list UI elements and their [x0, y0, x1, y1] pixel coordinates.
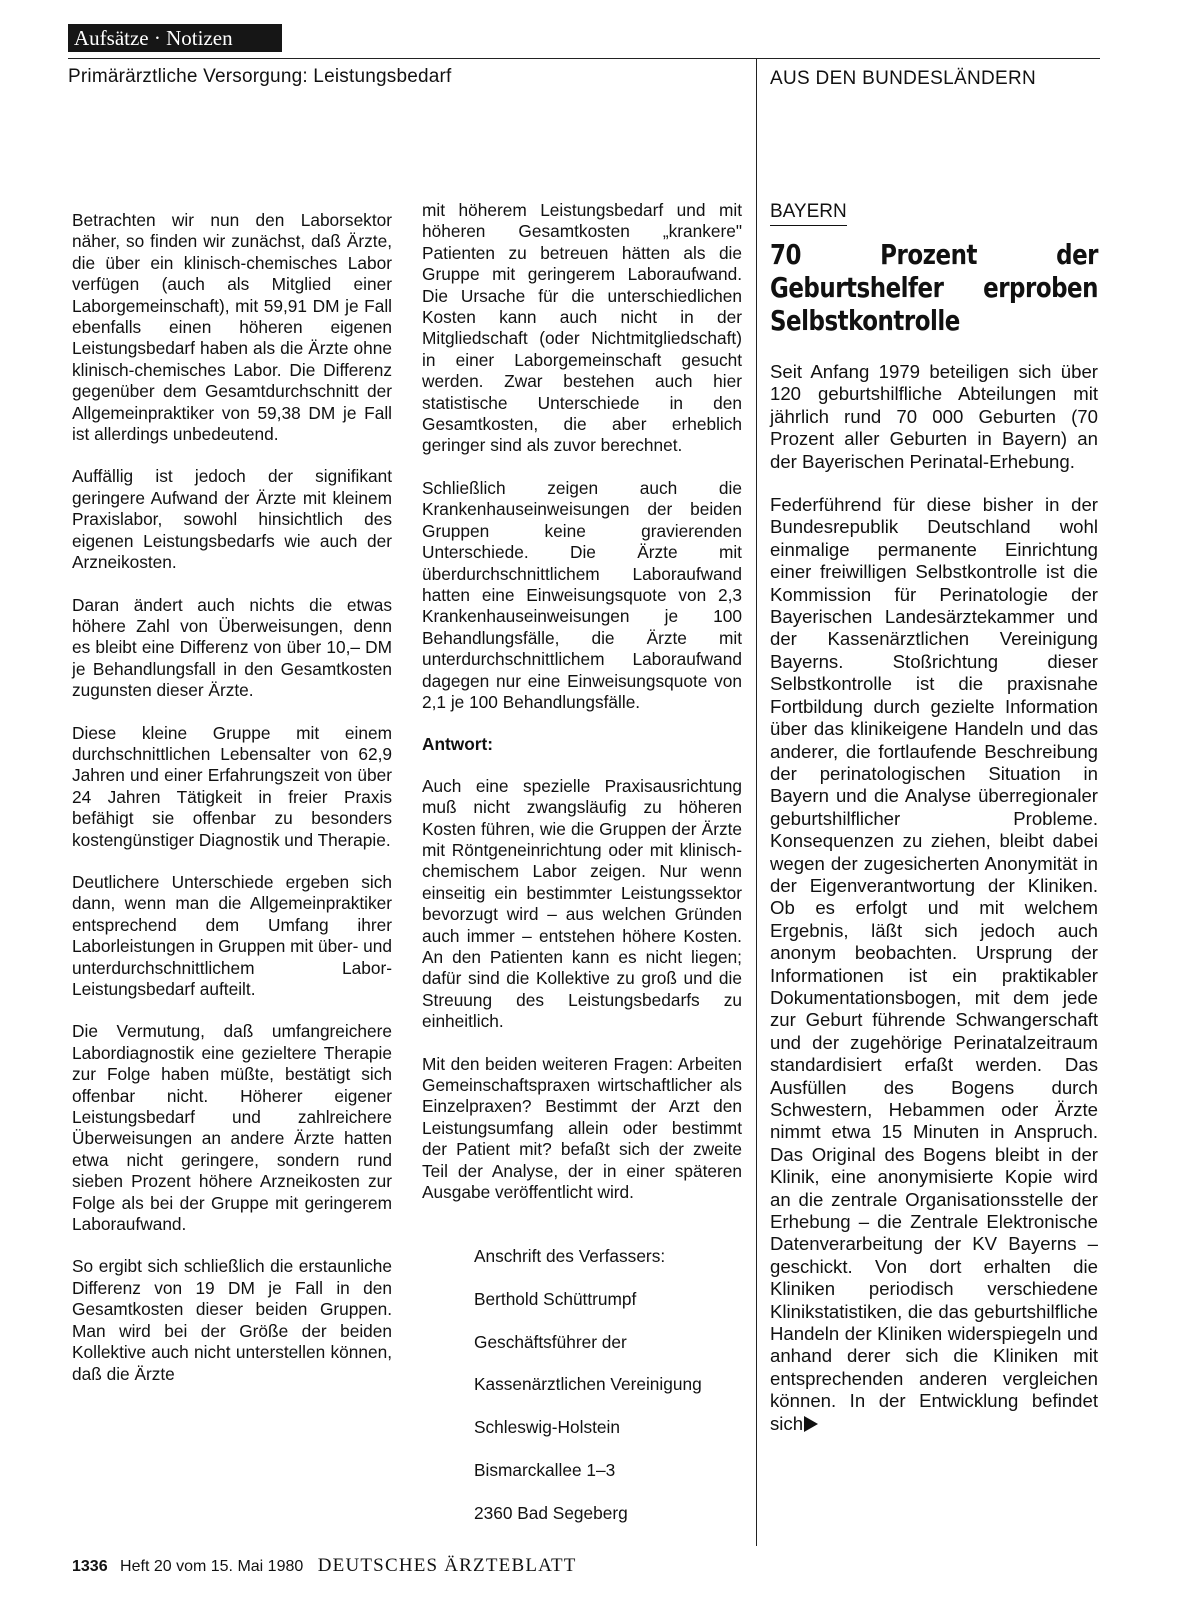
continue-arrow-icon: [804, 1416, 818, 1432]
subheading-antwort: Antwort:: [422, 734, 494, 755]
address-line: Bismarckallee 1–3: [474, 1459, 616, 1480]
address-line: 2360 Bad Segeberg: [474, 1502, 628, 1523]
region-label: BAYERN: [770, 200, 847, 226]
paragraph: Schließlich zeigen auch die Krankenhauseinweisungen der beiden Gruppen keine gravierenden Unterschiede. Die Ärzte mit überdurchschnittlichem Laboraufwand hatten eine Einweisungsquote von 2,3 Krankenhauseinweisungen je 100 Behandlungsfälle, die Ärzte mit unterdurchschnittlichem Laboraufwand dagegen nur eine Einweisungsquote von 2,1 je 100 Behandlungsfälle.: [422, 477, 742, 712]
article-column-2: [422, 200, 742, 1546]
news-column: [770, 200, 1098, 1456]
paragraph: Auch eine spezielle Praxisausrichtung muß nicht zwangsläufig zu höheren Kosten führen, wie die Gruppen der Ärzte mit Röntgeneinrichtung oder mit klinisch-chemischem Labor zeigen. Nur wenn einseitig ein bestimmter Leistungssektor bevorzugt wird – aus welchen Gründen auch immer – entstehen höhere Kosten. An den Patienten kann es nicht liegen; dafür sind die Kollektive zu groß und die Streuung des Leistungsbedarfs zu einheitlich.: [422, 775, 742, 1032]
header-rule: [68, 58, 1100, 59]
paragraph: Daran ändert auch nichts die etwas höhere Zahl von Überweisungen, denn es bleibt eine Differenz von über 10,– DM je Behandlungsfall in den Gesamtkosten zugunsten dieser Ärzte.: [72, 594, 392, 701]
address-line: Geschäftsführer der: [474, 1331, 627, 1352]
paragraph-text: Federführend für diese bisher in der Bundesrepublik Deutschland wohl einmalige permanente Einrichtung einer freiwilligen Selbstkontrolle ist die Kommission für Perinatologie der Bayerischen Landesärztekammer und der Kassenärztlichen Vereinigung Bayerns. Stoßrichtung dieser Selbstkontrolle ist die praxisnahe Fortbildung durch gezielte Information über das klinikeigene Handeln und das anderer, die fortlaufende Beschreibung der perinatologischen Situation in Bayern und die Analyse überregionaler geburtshilflicher Probleme. Konsequenzen zu ziehen, bleibt dabei wegen der zugesicherten Anonymität in der Eigenverantwortung der Kliniken. Ob es erfolgt und mit welchem Ergebnis, läßt sich jedoch auch anonym beobachten. Ursprung der Informationen ist ein praktikabler Dokumentationsbogen, mit dem jede zur Geburt führende Schwangerschaft und der zugehörige Perinatalzeitraum standardisiert erfaßt werden. Das Ausfüllen des Bogens durch Schwestern, Hebammen oder Ärzte nimmt etwa 15 Minuten in Anspruch. Das Original des Bogens bleibt in der Klinik, eine anonymisierte Kopie wird an die zentrale Organisationsstelle der Erhebung – die Zentrale Elektronische Datenverarbeitung der KV Bayerns – geschickt. Von dort erhalten die Kliniken periodisch verschiedene Klinikstatistiken, die das geburtshilfliche Handeln der Kliniken widerspiegeln und anhand derer sich die Kliniken mit entsprechenden anderen vergleichen können. In der Entwicklung befindet sich: [770, 494, 1098, 1434]
department-title: AUS DEN BUNDESLÄNDERN: [770, 68, 1037, 89]
paragraph: [770, 494, 1098, 1435]
article-column-1: [72, 210, 392, 1406]
paragraph: Seit Anfang 1979 beteiligen sich über 120 geburtshilfliche Abteilungen mit jährlich rund 70 000 Geburten (70 Prozent aller Geburten in Bayern) an der Bayerischen Perinatal-Erhebung.: [770, 361, 1098, 472]
page-number: 1336: [72, 1558, 108, 1575]
page-footer: [72, 1555, 577, 1577]
address-line: Berthold Schüttrumpf: [474, 1288, 637, 1309]
column-divider: [756, 58, 757, 1546]
journal-name: DEUTSCHES ÄRZTEBLATT: [317, 1555, 577, 1576]
paragraph: mit höherem Leistungsbedarf und mit höheren Gesamtkosten „krankere" Patienten zu betreuen hätten als die Gruppe mit geringerem Laboraufwand. Die Ursache für die unterschiedlichen Kosten kann auch nicht in der Mitgliedschaft (oder Nichtmitgliedschaft) in einer Laborgemeinschaft gesucht werden. Zwar bestehen auch hier statistische Unterschiede in den Gesamtkosten, die aber erheblich geringer sind als zuvor berechnet.: [422, 200, 742, 456]
paragraph: Betrachten wir nun den Laborsektor näher, so finden wir zunächst, daß Ärzte, die über ein klinisch-chemisches Labor verfügen (auch als Mitglied einer Laborgemeinschaft), mit 59,91 DM je Fall ebenfalls einen höheren eigenen Leistungsbedarf haben als die Ärzte ohne klinisch-chemisches Labor. Die Differenz gegenüber dem Gesamtdurchschnitt der Allgemeinpraktiker von 59,38 DM je Fall ist allerdings unbedeutend.: [72, 210, 392, 445]
author-address: [474, 1224, 742, 1545]
paragraph: Mit den beiden weiteren Fragen: Arbeiten Gemeinschaftspraxen wirtschaftlicher als Einzelpraxen? Bestimmt der Arzt den Leistungsumfang allein oder bestimmt der Patient mit? befaßt sich der zweite Teil der Analyse, der in einer späteren Ausgabe veröffentlicht wird.: [422, 1053, 742, 1203]
address-line: Kassenärztlichen Vereinigung: [474, 1374, 702, 1395]
issue-info: Heft 20 vom 15. Mai 1980: [120, 1558, 304, 1575]
paragraph: Deutlichere Unterschiede ergeben sich dann, wenn man die Allgemeinpraktiker entsprechend dem Umfang ihrer Laborleistungen in Gruppen mit über- und unterdurchschnittlichem Labor-Leistungsbedarf aufteilt.: [72, 871, 392, 999]
paragraph: Die Vermutung, daß umfangreichere Labordiagnostik eine gezieltere Therapie zur Folge haben müßte, bestätigt sich offenbar nicht. Höherer eigener Leistungsbedarf und zahlreichere Überweisungen an andere Ärzte hatten etwa nicht geringere, sondern rund sieben Prozent höhere Arzneikosten zur Folge als bei der Gruppe mit geringerem Laboraufwand.: [72, 1021, 392, 1235]
article-series-title: Primärärztliche Versorgung: Leistungsbedarf: [68, 66, 452, 87]
paragraph: Auffällig ist jedoch der signifikant geringere Aufwand der Ärzte mit kleinem Praxislabor, sowohl hinsichtlich des eigenen Leistungsbedarfs wie auch der Arzneikosten.: [72, 466, 392, 573]
section-tag: Aufsätze · Notizen: [68, 24, 282, 52]
news-headline: 70 Prozent der Geburtshelfer erproben Selbstkontrolle: [770, 238, 1098, 337]
paragraph: Diese kleine Gruppe mit einem durchschnittlichen Lebensalter von 62,9 Jahren und einer Erfahrungszeit von über 24 Jahren Tätigkeit in freier Praxis befähigt sie offenbar zu besonders kostengünstiger Diagnostik und Therapie.: [72, 722, 392, 850]
address-label: Anschrift des Verfassers:: [474, 1245, 666, 1266]
paragraph: So ergibt sich schließlich die erstaunliche Differenz von 19 DM je Fall in den Gesamtkosten dieser beiden Gruppen. Man wird bei der Größe der beiden Kollektive auch nicht unterstellen können, daß die Ärzte: [72, 1256, 392, 1384]
address-line: Schleswig-Holstein: [474, 1417, 620, 1438]
